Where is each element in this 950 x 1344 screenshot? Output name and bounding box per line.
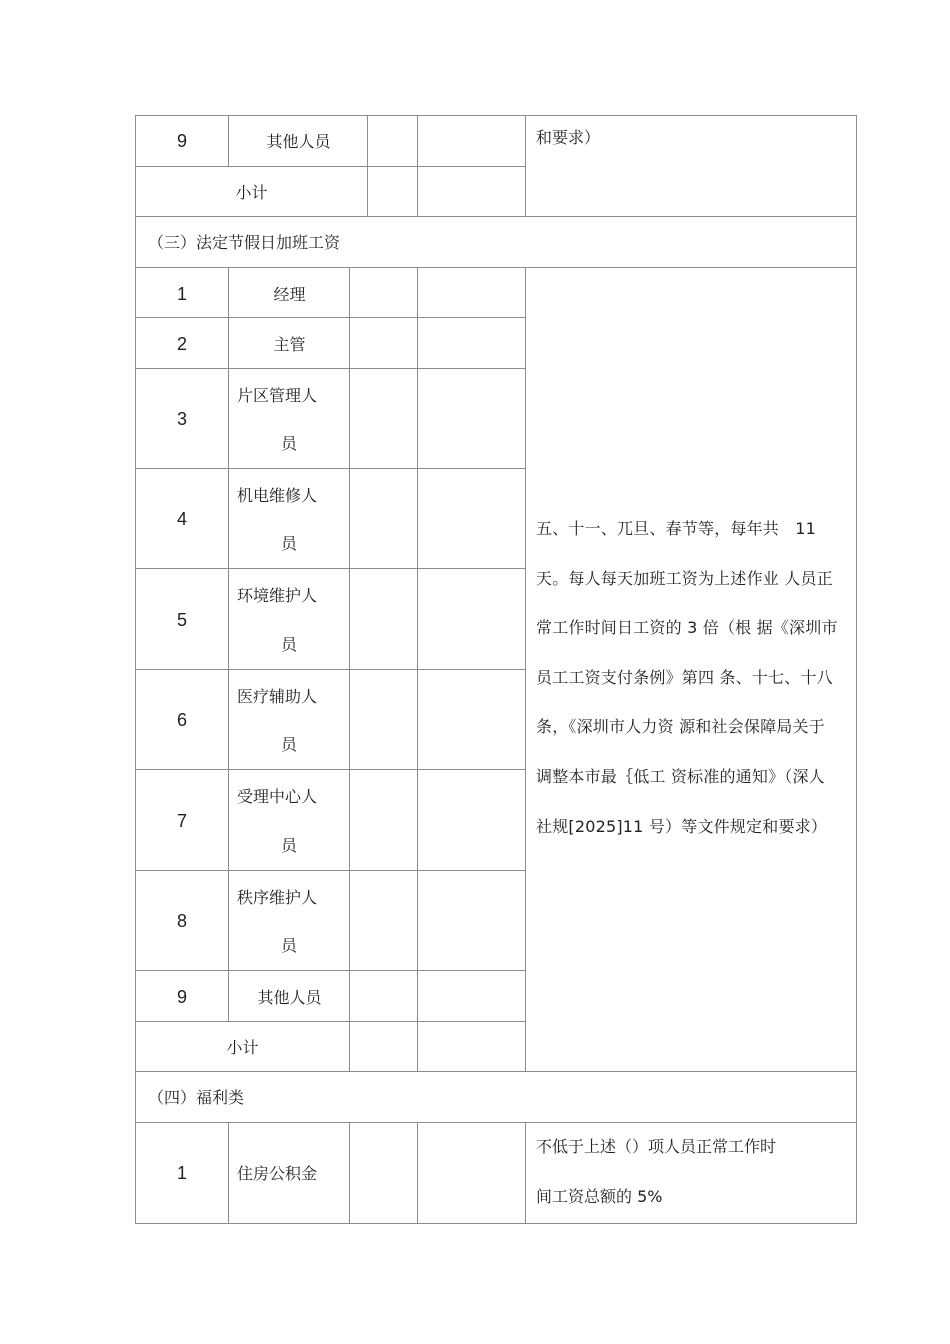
table-cell [418, 268, 526, 318]
row-number: 1 [176, 284, 187, 304]
row-number: 5 [176, 610, 187, 630]
row-name: 其他人员 [257, 988, 322, 1007]
table-cell [368, 115, 418, 167]
row-number: 2 [176, 334, 187, 354]
table-cell [350, 268, 418, 318]
table-cell [418, 318, 526, 369]
row-number: 3 [176, 409, 187, 429]
row-name: 医疗辅助人 [237, 687, 318, 706]
note-line: 调整本市最｛低工 资标准的通知》（深人 [536, 766, 825, 786]
row-name: 片区管理人 [237, 386, 318, 405]
table-cell [418, 469, 526, 569]
table-cell [350, 971, 418, 1022]
row-name-wrap: 员 [281, 836, 298, 855]
table-cell [350, 369, 418, 469]
row-name: 其他人员 [266, 132, 331, 151]
subtotal-label: 小计 [226, 1038, 259, 1057]
table-cell [350, 1022, 418, 1072]
note-line: 间工资总额的 5% [536, 1187, 663, 1206]
note-line: 条，《深圳市人力资 源和社会保障局关于 [536, 717, 825, 737]
row-name: 主管 [273, 335, 306, 354]
row-name: 受理中心人 [237, 787, 318, 806]
note-line: 社规[2025]11 号）等文件规定和要求） [536, 816, 828, 836]
subtotal-label: 小计 [235, 183, 268, 202]
section-title: （四）福利类 [148, 1088, 245, 1107]
table-cell [418, 115, 526, 167]
row-number: 9 [176, 987, 187, 1007]
row-name-wrap: 员 [281, 534, 298, 553]
row-name: 环境维护人 [237, 586, 318, 605]
table-cell [368, 167, 418, 217]
table-cell [418, 770, 526, 871]
table-cell [350, 318, 418, 369]
note-line: 五、十一、兀旦、春节等，每年共 11 [536, 519, 816, 538]
note-text: 和要求） [536, 128, 601, 147]
table-cell [418, 670, 526, 770]
note-line: 不低于上述（）项人员正常工作时 [536, 1137, 777, 1156]
section-title: （三）法定节假日加班工资 [148, 233, 341, 252]
row-number: 1 [176, 1163, 187, 1183]
row-name-wrap: 员 [281, 735, 298, 754]
table-cell [418, 167, 526, 217]
note-line: 常工作时间日工资的 3 倍（根 据《深圳市 [536, 618, 838, 638]
table-cell [418, 369, 526, 469]
row-number: 9 [176, 131, 187, 151]
table-cell [418, 1022, 526, 1072]
table-cell [350, 770, 418, 871]
row-name: 经理 [273, 285, 306, 304]
row-name: 住房公积金 [237, 1164, 318, 1183]
row-number: 6 [176, 710, 187, 730]
note-block [536, 504, 858, 851]
table-cell [418, 569, 526, 670]
table-cell [350, 469, 418, 569]
row-name-wrap: 员 [281, 434, 298, 453]
note-line: 员工工资支付条例》第四 条、十七、十八 [536, 667, 833, 687]
row-name-wrap: 员 [281, 936, 298, 955]
row-name: 机电维修人 [237, 486, 318, 505]
note-line: 天。每人每天加班工资为上述作业 人员正 [536, 568, 833, 588]
table-cell [418, 1123, 526, 1224]
table-cell [350, 670, 418, 770]
table-cell [350, 1123, 418, 1224]
table-cell [350, 871, 418, 971]
row-number: 7 [176, 811, 187, 831]
table-cell [418, 971, 526, 1022]
row-number: 4 [176, 509, 187, 529]
row-number: 8 [176, 911, 187, 931]
row-name-wrap: 员 [281, 635, 298, 654]
table-cell [418, 871, 526, 971]
table-cell [350, 569, 418, 670]
row-name: 秩序维护人 [237, 888, 318, 907]
